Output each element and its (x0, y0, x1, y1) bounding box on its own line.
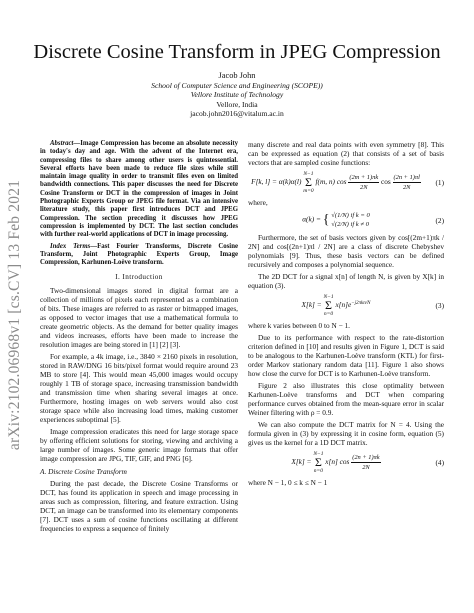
sigma-symbol: Σ (314, 455, 322, 469)
eq1-fraction-1 (348, 173, 379, 192)
author-name: Jacob John (218, 71, 256, 80)
equation-1: F[k, l] = α(k)α(l) N−1 Σ m=0 f(m, n) cos $\frac{(2m + 1)\pi k}{2N}$ cos $\frac{(2n + 1)\pi l}{2N}$ (1) (251, 171, 444, 194)
eq3-sum-upper: N−1 (323, 294, 334, 300)
figure-2-paragraph: Figure 2 also illustrates this close optimality between Karhunen-Loève transforms and DCT when comparing performance curves obtained from the mean-square error in scalar Weiner filtering with ρ = 0.9. (248, 381, 444, 417)
eq4-lhs: X[k] = (291, 457, 312, 467)
eq1-frac1-num: (2m + 1)πk (349, 174, 379, 181)
eq3-sum-lower: n=0 (323, 311, 334, 317)
right-column (248, 140, 444, 490)
dct-paragraph-1: During the past decade, the Discrete Cosine Transforms or DCT, has found its application in speech and image processing in areas such as compression, filtering, and feature extraction. Using DCT, an image can be transformed into its elementary components [7]. DCT uses a sum of cosine functions oscillating at different frequencies to express a sequence of finitely (40, 479, 238, 534)
author-email: jacob.john2016@vitalum.ac.in (190, 108, 284, 118)
eq1-frac2-num: (2n + 1)πl (393, 174, 420, 181)
where-label-3: where N − 1, 0 ≤ k ≤ N − 1 (248, 478, 328, 487)
paper-title: Discrete Cosine Transform in JPEG Compression (33, 41, 441, 63)
author-block (0, 70, 474, 118)
dct-2d-paragraph: The 2D DCT for a signal x[n] of length N, is given by X[k] in equation (3). (248, 272, 444, 290)
author-location: Vellore, India (216, 99, 258, 109)
author-school: School of Computer Science and Engineering (SCOPE)) (151, 81, 323, 90)
eq3-number: (3) (435, 301, 444, 310)
abstract-label: Abstract (50, 140, 74, 147)
index-terms-text: —Fast Fourier Transforms, Discrete Cosine Transform, Joint Photographic Experts Group, Image Compression, Karhunen-Loève transform. (40, 242, 238, 267)
eq2-case-1: √(1/N) if k = 0 (331, 212, 370, 219)
eq4-frac-num: (2n + 1)πk (352, 454, 380, 461)
author-institute: Vellore Institute of Technology (190, 90, 284, 100)
intro-paragraph-2: For example, a 4k image, i.e., 3840 × 2160 pixels in resolution, stored in RAW/DNG 16 bits/pixel format would require around 23 MB to store [4]. This would mean 45,000 images would occupy roughly 1 TB of storage space, increasing transmission bandwidth and transmission time when sharing several images at once. Furthermore, hosting images on web servers would also cost storage space while also increasing load times, making customer experiences suboptimal [5]. (40, 352, 238, 425)
eq1-lhs: F[k, l] = α(k)α(l) (251, 177, 302, 187)
eq3-lhs: X[k] = (301, 300, 322, 310)
equation-2: α(k) = { √(1/N) if k = 0 √(2/N) if k ≠ 0 (2) (302, 212, 444, 228)
eq4-number: (4) (435, 458, 444, 467)
eq4-sum-lower: n=0 (313, 468, 323, 474)
abstract-text: —Image Compression has become an absolute necessity in today's day and age. With the advent of the Internet era, compressing files to share among other users is quintessential. Several efforts have been made to reduce file sizes while still maintain image quality in order to transmit files even on limited bandwidth connections. This paper discusses the need for Discrete Cosine Transform or DCT in the compression of images in Joint Photographic Experts Group or JPEG file format. Via an intensive literature study, this paper first introduces DCT and JPEG Compression. The section preceding it discusses how JPEG compression is implemented by DCT. The last section concludes with further real-world applications of DCT in image processing. (40, 140, 238, 239)
dct-matrix-paragraph: We can also compute the DCT matrix for N = 4. Using the formula given in (3) by expressing it in cosine form, equation (5) gives us the kernel for a 1D DCT matrix. (248, 420, 444, 447)
where-label-1: where, (248, 198, 268, 207)
eq1-summation (303, 171, 313, 194)
sigma-symbol: Σ (304, 175, 312, 189)
eq2-number: (2) (435, 215, 444, 225)
basis-vectors-paragraph: Furthermore, the set of basis vectors given by cos[(2m+1)πk / 2N] and cos[(2n+1)πl / 2N] are a class of discrete Chebyshev polynomials [9]. Thus, these basis vectors can be defined recursively and composes a polynomial sequence. (248, 233, 444, 269)
arxiv-identifier: arXiv:2102.06968v1 [cs.CV] 13 Feb 2021 (6, 179, 23, 451)
eq1-frac1-den: 2N (360, 184, 368, 191)
eq4-sum-upper: N−1 (313, 451, 324, 457)
section-heading-introduction: I. Introduction (115, 273, 163, 282)
where-label-2: where k varies between 0 to N − 1. (248, 321, 350, 330)
eq3-exponent: −j2πkn/N (351, 300, 371, 306)
eq4-body: x[n] cos (325, 457, 350, 467)
intro-paragraph-1: Two-dimensional images stored in digital format are a collection of millions of pixels each represented as a combination of bits. These images are referred to as raster or bitmapped images, as opposed to vector images that use a mathematical formula to create geometric objects. As the demand for better quality images and videos increases, efforts have been made to increase the resolution images are being stored in [1] [2] [3]. (40, 286, 238, 350)
subsection-heading-dct: A. Discrete Cosine Transform (40, 467, 127, 477)
index-terms (40, 243, 238, 268)
eq1-sum-upper: N−1 (303, 171, 314, 177)
eq4-fraction (351, 453, 380, 472)
equation-4 (248, 451, 444, 474)
eq1-number: (1) (435, 178, 444, 187)
index-terms-label: Index Terms (50, 242, 91, 250)
eq1-sum-lower: m=0 (303, 188, 314, 194)
eq2-lhs: α(k) = (302, 214, 321, 224)
klt-paragraph: Due to its performance with respect to the rate-distortion criterion defined in [10] and results given in Figure 1, DCT is said to be analogous to the Karhunen-Loève transform (KTL) for first-order Markov stationary random data [11]. Figure 1 also shows how close the curve for DCT is to Karhunen-Loève transform. (248, 333, 444, 378)
sigma-symbol: Σ (325, 298, 333, 312)
eq1-frac2-den: 2N (402, 184, 411, 191)
dct-paragraph-continued: many discrete and real data points with even symmetry [8]. This can be expressed as equation (2) that consists of a set of basis vectors that are sampled cosine functions: (248, 140, 444, 167)
eq2-case-2: √(2/N) if k ≠ 0 (331, 221, 369, 228)
eq4-frac-den: 2N (362, 464, 370, 471)
left-column (40, 140, 238, 536)
equation-3 (248, 294, 444, 317)
eq3-body: x[n]e (335, 300, 352, 310)
arxiv-side-stamp (2, 120, 28, 510)
eq4-summation (313, 451, 323, 474)
eq1-body: f(m, n) cos (315, 177, 347, 187)
eq1-fraction-2 (393, 173, 421, 192)
eq3-summation (323, 294, 333, 317)
abstract (40, 140, 238, 240)
intro-paragraph-3: Image compression eradicates this need for large storage space by offering efficient solutions for storing, viewing and archiving a large number of images. Some generic image formats that offer image compression are JPG, TIF, GIF, and PNG [6]. (40, 427, 238, 464)
